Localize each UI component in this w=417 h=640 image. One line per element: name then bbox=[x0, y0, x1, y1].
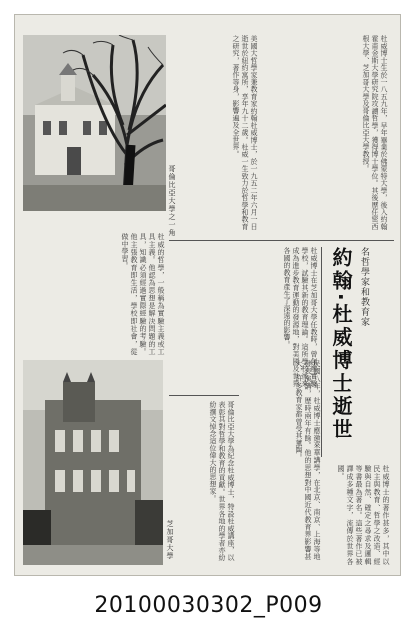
text-column: 杜威博士的著作甚多，其中以民主與教育、哲學之改造、經驗與自然、確定之尋求及邏輯等書最為著名。這些著作已被譯成多種文字，流傳於世界各國。 bbox=[337, 465, 390, 565]
section-divider bbox=[169, 395, 239, 396]
text-column: 杜威的哲學，一般稱為實驗主義或工具主義。他認為思想是解決問題的工具，知識必須經過實際經驗的考驗。他主張教育即生活，學校即社會，從做中學習。 bbox=[121, 233, 165, 355]
article-title: 約翰·杜威博士逝世 bbox=[329, 247, 353, 442]
top-photo-caption: 哥倫比亞大學之一角 bbox=[168, 165, 176, 237]
bottom-photo-caption: 芝加哥大學 bbox=[166, 520, 174, 560]
section-divider bbox=[169, 240, 394, 241]
text-column: 哥倫比亞大學為紀念杜威博士，特設杜威講座，以表彰其對哲學和教育的貢獻。世界各地的學者亦紛紛撰文悼念這位偉大的思想家。 bbox=[209, 401, 235, 561]
article-subtitle: 名哲學家和教育家 bbox=[359, 247, 369, 327]
text-column: 美國大哲學家兼教育家約翰杜威博士，於一九五二年六月一日逝世於紐約寓所，享年九十二歲。杜威一生致力於哲學和教育之研究，著作等身，影響遍及全世界。 bbox=[232, 35, 258, 230]
text-column: 杜威博士在芝加哥大學任教時，曾創辦實驗學校，試驗其新的教育理論。這所學校後來成為進步教育運動的發源地，對美國及世界各國的教育產生了深遠的影響。 bbox=[283, 247, 318, 387]
text-column: 民國八年，杜威博士應邀來華講學，在北京、南京、上海等地發表演講，歷時兩年有餘。他的思想對中國近代教育界影響甚大，許多教育家都曾受其薰陶。 bbox=[295, 360, 321, 560]
magazine-page bbox=[14, 14, 401, 576]
title-divider bbox=[321, 247, 322, 457]
top-photo bbox=[23, 35, 166, 211]
bottom-photo bbox=[23, 360, 163, 565]
text-column: 杜威博士生於一八五九年，早年畢業於佛蒙特大學，後入約翰霍甫金斯大學研究院攻讀哲學，獲得博士學位。其後歷任密西根大學、芝加哥大學及哥倫比亞大學教授。 bbox=[362, 35, 388, 230]
archive-id-label: 20100030302_P009 bbox=[94, 593, 323, 618]
